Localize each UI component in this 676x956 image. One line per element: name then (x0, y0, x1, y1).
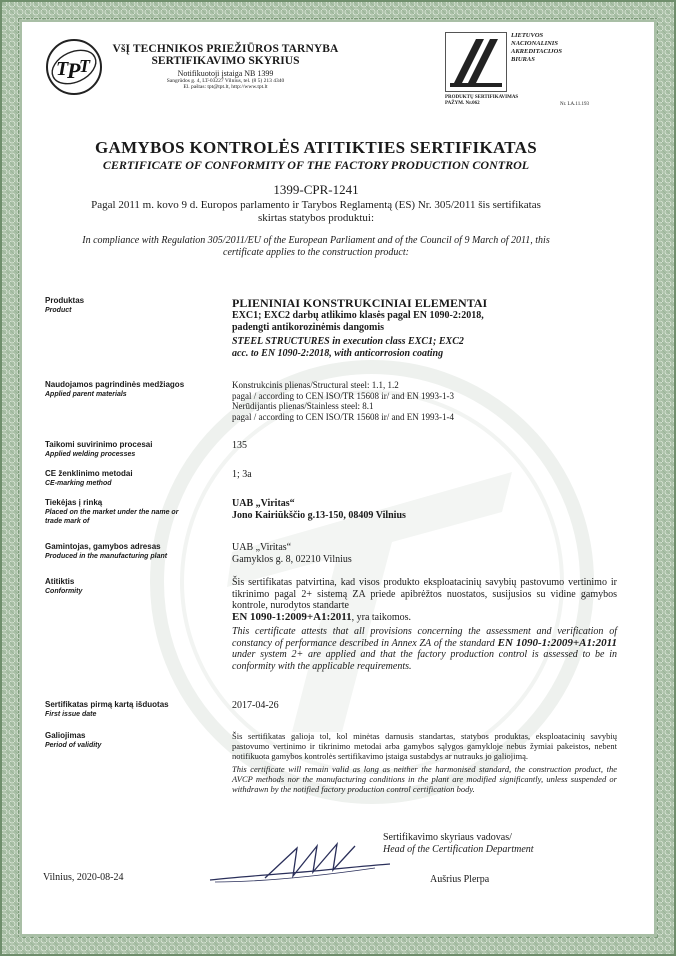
supplier-name: UAB „Viritas“ (232, 498, 295, 509)
manufacturer-label-en: Produced in the manufacturing plant (45, 553, 168, 560)
agency-department: SERTIFIKAVIMO SKYRIUS (151, 55, 300, 67)
tpt-logo-icon (45, 38, 103, 96)
product-coating: padengti antikorozinėmis dangomis (232, 321, 385, 333)
signatory-title-en: Head of the Certification Department (383, 844, 534, 855)
accreditation-body-name: LIETUVOS NACIONALINIS AKREDITACIJOS BIURAS (511, 32, 562, 63)
materials-label: Naudojamos pagrindinės medžiagos (45, 380, 185, 389)
agency-contact: El. paštas: tpt@tpt.lt, http://www.tpt.lt (183, 84, 268, 90)
manufacturer-label: Gamintojas, gamybos adresas (45, 542, 161, 551)
conformity-en-text: This certificate attests that all provisions concerning the assessment and verification of constancy of performance described in Annex ZA of the standard (232, 626, 617, 649)
conformity-lt-standard: EN 1090-1:2009+A1:2011 (232, 610, 352, 623)
handwritten-signature (205, 838, 395, 888)
product-label-en: Product (45, 307, 72, 314)
intro-en-line1: In compliance with Regulation 305/2011/EU of the European Parliament and of the Council of 9 March of 2011, this (82, 235, 550, 246)
validity-en-text: This certificate will remain valid as long as neither the harmonised standard, the construction product, the AVCP methods nor the manufacturing conditions in the plant are modified significantly, unless suspended or withdrawn by the notified factory production control certification body. (232, 764, 617, 794)
intro-en-line2: certificate applies to the construction product: (223, 247, 409, 258)
signatory-title-lt: Sertifikavimo skyriaus vadovas/ (383, 832, 512, 843)
product-class: EXC1; EXC2 darbų atlikimo klasės pagal EN 1090-2:2018, (232, 310, 484, 321)
materials-line2: pagal / according to CEN ISO/TR 15608 ir/ and EN 1993-1-3 (232, 390, 454, 401)
accreditation-caption: PRODUKTŲ SERTIFIKAVIMAS PAŽYM. Nr.062 (445, 95, 519, 106)
signatory-name: Aušrius Plerpa (430, 874, 490, 885)
conformity-label-en: Conformity (45, 588, 83, 595)
product-name-en: STEEL STRUCTURES in execution class EXC1; EXC2 (232, 336, 464, 347)
certificate-title: GAMYBOS KONTROLĖS ATITIKTIES SERTIFIKATAS (94, 138, 537, 157)
conformity-lt-tail: , yra taikomos. (351, 611, 412, 623)
svg-text:T: T (79, 56, 90, 76)
validity-label: Galiojimas (45, 731, 86, 740)
intro-lt (20, 199, 612, 225)
ce-value: 1; 3a (232, 469, 252, 480)
ce-label: CE ženklinimo metodai (45, 469, 133, 478)
first-issue-label: Sertifikatas pirmą kartą išduotas (45, 700, 169, 709)
intro-en (20, 235, 612, 259)
welding-label-en: Applied welding processes (45, 451, 136, 458)
validity-label-en: Period of validity (45, 742, 102, 749)
conformity-label: Atitiktis (45, 577, 75, 586)
materials-line1: Konstrukcinis plienas/Structural steel: 1.1, 1.2 (232, 380, 399, 390)
accreditation-header (445, 32, 595, 132)
supplier-label-en: Placed on the market under the name or trade mark of (45, 509, 179, 525)
agency-address: Sangrūdos g. 4, LT-03227 Vilnius, tel. (8 5) 213 4340 (166, 78, 285, 84)
welding-label: Taikomi suvirinimo procesai (45, 440, 153, 449)
notified-body: Notifikuotoji įstaiga NB 1399 (177, 69, 274, 78)
conformity-lt-text: Šis sertifikatas patvirtina, kad visos produkto eksploatacinių savybių pastovumo vertinimo ir tikrinimo pagal 2+ sistemą ZA priede apibrėžtos nuostatos, susijusios su vidine gamybos kontrole, nurodytos standarte (232, 577, 617, 611)
product-label: Produktas (45, 296, 85, 305)
welding-value: 135 (232, 440, 247, 451)
certificate-number: 1399-CPR-1241 (273, 182, 359, 197)
first-issue-label-en: First issue date (45, 711, 97, 718)
manufacturer-address: Gamyklos g. 8, 02210 Vilnius (232, 553, 352, 565)
materials-label-en: Applied parent materials (45, 391, 127, 398)
product-name: PLIENINIAI KONSTRUKCINIAI ELEMENTAI (232, 296, 488, 310)
signatory-title (383, 832, 534, 856)
materials-line4: pagal / according to CEN ISO/TR 15608 ir/ and EN 1993-1-4 (232, 411, 454, 422)
first-issue-value: 2017-04-26 (232, 700, 279, 711)
svg-text:P: P (67, 58, 81, 83)
validity-lt-text: Šis sertifikatas galioja tol, kol minėtas darnusis standartas, statybos produktas, eksploatacinių savybių pastovumo vertinimo ir tikrinimo metodai arba gamybos sąlygos gamykloje nebus žymiai pakeistos, nebent notifikuota gamybos kontrolės sertifikavimo įstaiga sustabdys ar nutrauks jo galiojimą. (232, 731, 617, 761)
svg-text:T: T (56, 58, 69, 80)
materials-line3: Nerūdijantis plienas/Stainless steel: 8.1 (232, 401, 374, 411)
conformity-en-standard: EN 1090-1:2009+A1:2011 (497, 636, 618, 649)
supplier-label: Tiekėjas į rinką (45, 498, 103, 507)
product-class-en: acc. to EN 1090-2:2018, with anticorrosion coating (232, 347, 444, 359)
supplier-address: Jono Kairiūkščio g.13-150, 08409 Vilnius (232, 509, 406, 521)
intro-lt-line2: skirtas statybos produktui: (257, 212, 375, 224)
agency-name: VšĮ TECHNIKOS PRIEŽIŪROS TARNYBA (112, 43, 339, 55)
ce-label-en: CE-marking method (45, 480, 112, 487)
lanb-logo-icon (445, 32, 507, 92)
issuer-header (45, 38, 345, 128)
certificate-subtitle: CERTIFICATE OF CONFORMITY OF THE FACTORY PRODUCTION CONTROL (102, 158, 530, 172)
intro-lt-line1: Pagal 2011 m. kovo 9 d. Europos parlamento ir Tarybos Reglamentą (ES) Nr. 305/2011 šis sertifikatas (91, 199, 541, 211)
place-and-date: Vilnius, 2020-08-24 (43, 872, 124, 883)
conformity-en-tail: under system 2+ are applied and that the factory production control is assessed to be in conformity with the applicable requirements. (232, 649, 617, 672)
manufacturer-name: UAB „Viritas“ (232, 542, 292, 553)
accreditation-number: Nr. LA.11.193 (560, 102, 589, 107)
